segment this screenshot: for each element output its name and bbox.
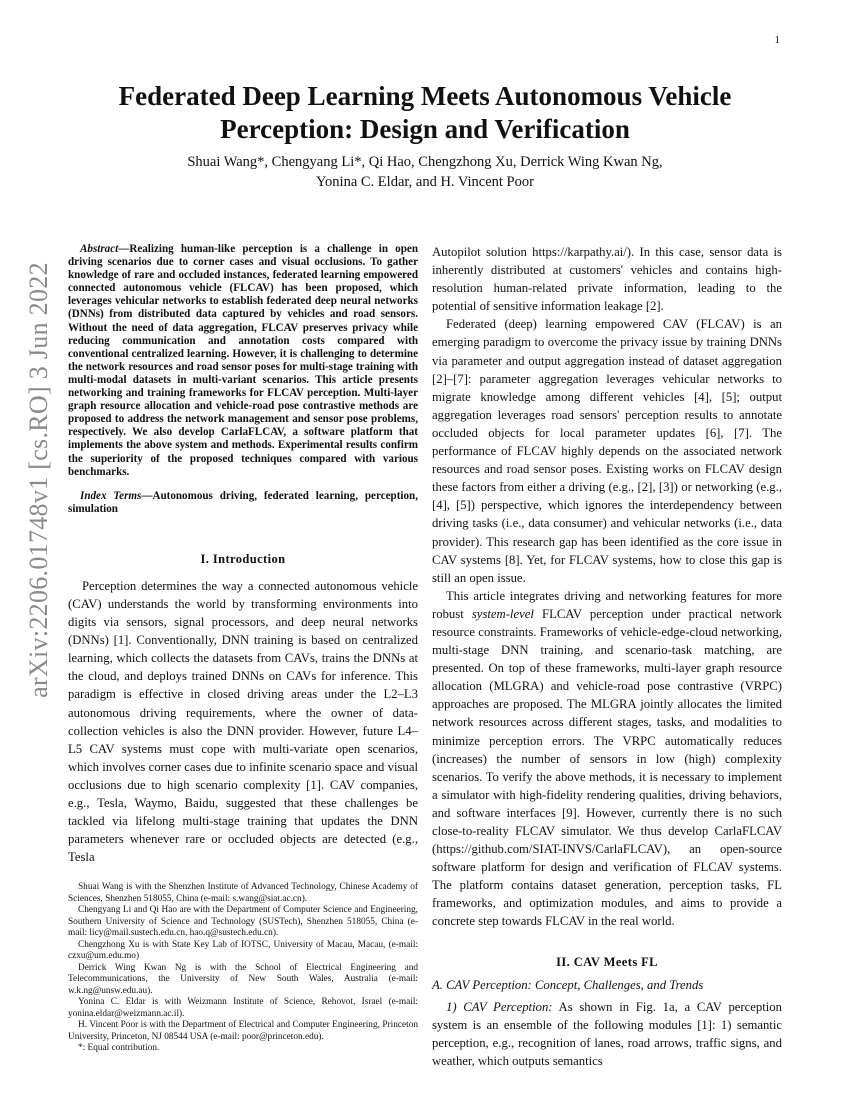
left-column <box>68 243 418 866</box>
body-paragraph <box>432 998 782 1070</box>
footnote: Chengyang Li and Qi Hao are with the Department of Computer Science and Engineering, Southern University of Science and Technology (SUSTech), Shenzhen 518055, China (e-mail: licy@mail.sustech.edu.cn, hao.q@sustech.edu.cn). <box>68 905 418 938</box>
abstract-text: —Realizing human-like perception is a challenge in open driving scenarios due to corner cases and visual occlusions. To gather knowledge of rare and occluded instances, federated learning empowered connected autonomous vehicle (FLCAV) has been proposed, which leverages vehicular networks to establish federated deep neural networks (DNNs) from distributed data captured by vehicles and road sensors. Without the need of data aggregation, FLCAV preserves privacy while reducing communication and annotation costs compared with conventional centralized learning. However, it is challenging to determine the network resources and road sensor poses for multi-stage training with multi-modal datasets in multi-variant scenarios. This article presents networking and training frameworks for FLCAV perception. Multi-layer graph resource allocation and vehicle-road pose contrastive methods are proposed to address the network management and sensor pose problems, respectively. We also develop CarlaFLCAV, a software platform that implements the above system and methods. Experimental results confirm the superiority of the proposed techniques compared with various benchmarks. <box>68 243 418 478</box>
index-terms-label: Index Terms <box>80 489 142 502</box>
subsection-heading: A. CAV Perception: Concept, Challenges, and Trends <box>432 977 704 992</box>
index-terms <box>68 490 418 516</box>
body-paragraph: Autopilot solution https://karpathy.ai/). In this case, sensor data is inherently distributed at customers' vehicles and contains high-resolution human-related private information, leading to the potential of sensitive information leakage [2]. <box>432 245 782 314</box>
section-heading-introduction: I. Introduction <box>200 551 286 566</box>
author-line-1: Shuai Wang*, Chengyang Li*, Qi Hao, Chengzhong Xu, Derrick Wing Kwan Ng, <box>187 154 663 170</box>
text-run: This article integrates driving and networking features for more robust <box>432 588 782 621</box>
emphasis-text: system-level <box>471 606 534 621</box>
right-column <box>432 243 782 1070</box>
index-terms-text: —Autonomous driving, federated learning, perception, simulation <box>68 489 418 515</box>
footnote: Derrick Wing Kwan Ng is with the School of Electrical Engineering and Telecommunications, the University of New South Wales, Australia (e-mail: w.k.ng@unsw.edu.au). <box>68 962 418 996</box>
author-line-2: Yonina C. Eldar, and H. Vincent Poor <box>316 174 534 190</box>
author-list <box>80 152 770 192</box>
footnotes <box>68 882 418 1055</box>
page-number: 1 <box>774 34 780 46</box>
arxiv-stamp-text: arXiv:2206.01748v1 [cs.RO] 3 Jun 2022 <box>24 262 54 698</box>
body-paragraph <box>432 587 782 931</box>
paragraph-label: 1) CAV Perception: <box>446 999 553 1014</box>
section-heading-cav-meets-fl: II. CAV Meets FL <box>556 954 658 969</box>
footnote: *: Equal contribution. <box>78 1043 160 1053</box>
arxiv-stamp <box>22 262 56 698</box>
text-run: FLCAV perception under practical network resource constraints. Frameworks of vehicle-edge-cloud networking, multi-stage DNN training, and scenario-task matching, are presented. On top of these frameworks, multi-layer graph resource allocation (MLGRA) and vehicle-road pose contrastive (VRPC) approaches are proposed. The MLGRA jointly allocates the limited network resources across different stages, tasks, and modalities to minimize perception errors. The VRPC automatically reduces (increases) the number of sensors in low (high) complexity scenarios. To verify the above methods, it is necessary to implement a simulator with high-fidelity rendering qualities, driving behaviors, and software interfaces [9]. However, currently there is no such close-to-reality FLCAV simulator. We thus develop CarlaFLCAV (https://github.com/SIAT-INVS/CarlaFLCAV), an open-source software platform for design and verification of FLCAV systems. The platform contains dataset generation, perception tasks, FL frameworks, and optimization modules, and aims to provide a concrete step towards FLCAV in the real world. <box>432 606 783 929</box>
footnote: Yonina C. Eldar is with Weizmann Institute of Science, Rehovot, Israel (e-mail: yonina.eldar@weizmann.ac.il). <box>68 997 418 1019</box>
footnote: Shuai Wang is with the Shenzhen Institute of Advanced Technology, Chinese Academy of Sciences, Shenzhen 518055, China (e-mail: s.wang@siat.ac.cn). <box>68 882 418 904</box>
text-run: As shown in Fig. 1a, a CAV perception system is an ensemble of the following modules [1]: 1) semantic perception, e.g., recognition of lanes, road arrows, traffic signs, and weather, which outputs semantics <box>432 999 782 1068</box>
body-paragraph: Federated (deep) learning empowered CAV (FLCAV) is an emerging paradigm to overcome the privacy issue by training DNNs via parameter and output aggregation instead of dataset aggregation [2]–[7]: parameter aggregation leverages vehicular networks to migrate knowledge among different vehicles [4], [5]; output aggregation leverages road sensors' perception results to annotate occluded objects for local parameter updates [6], [7]. The performance of FLCAV highly depends on the associated network resources and road sensor poses. Existing works on FLCAV design these factors from either a driving (e.g., [2], [3]) or networking (e.g., [4], [5]) perspective, which ignores the interdependency between driving tasks (i.e., data consumer) and vehicular networks (i.e., data provider). This research gap has been identified as the core issue in CAV systems [8]. Yet, for FLCAV systems, how to close this gap is still an open issue. <box>432 317 782 585</box>
abstract-label: Abstract <box>80 243 119 255</box>
footnote: H. Vincent Poor is with the Department of Electrical and Computer Engineering, Princeton University, Princeton, NJ 08544 USA (e-mail: poor@princeton.edu). <box>68 1020 418 1042</box>
footnote: Chengzhong Xu is with State Key Lab of IOTSC, University of Macau, Macau, (e-mail: czxu@um.edu.mo) <box>68 939 418 961</box>
intro-paragraph: Perception determines the way a connected autonomous vehicle (CAV) understands the world by transforming environments into digits via sensors, signal processors, and deep neural networks (DNNs) [1]. Conventionally, DNN training is based on centralized learning, which collects the datasets from CAVs, trains the DNNs at the cloud, and deploys trained DNNs on CAVs for inference. This paradigm is effective in closed driving areas under the L2–L3 autonomous driving requirements, where the owner of data-collection vehicles is also the DNN provider. However, future L4–L5 CAV systems must cope with multi-variate open scenarios, which involves corner cases due to infinite scenario space and visual occlusions due to high scenario complexity [1]. CAV companies, e.g., Tesla, Waymo, Baidu, suggested that these challenges be tackled via lifelong multi-stage training that updates the DNN parameters whenever rare or occluded objects are detected (e.g., Tesla <box>68 578 418 865</box>
paper-title: Federated Deep Learning Meets Autonomous Vehicle Perception: Design and Verification <box>118 81 732 144</box>
abstract <box>68 243 418 479</box>
